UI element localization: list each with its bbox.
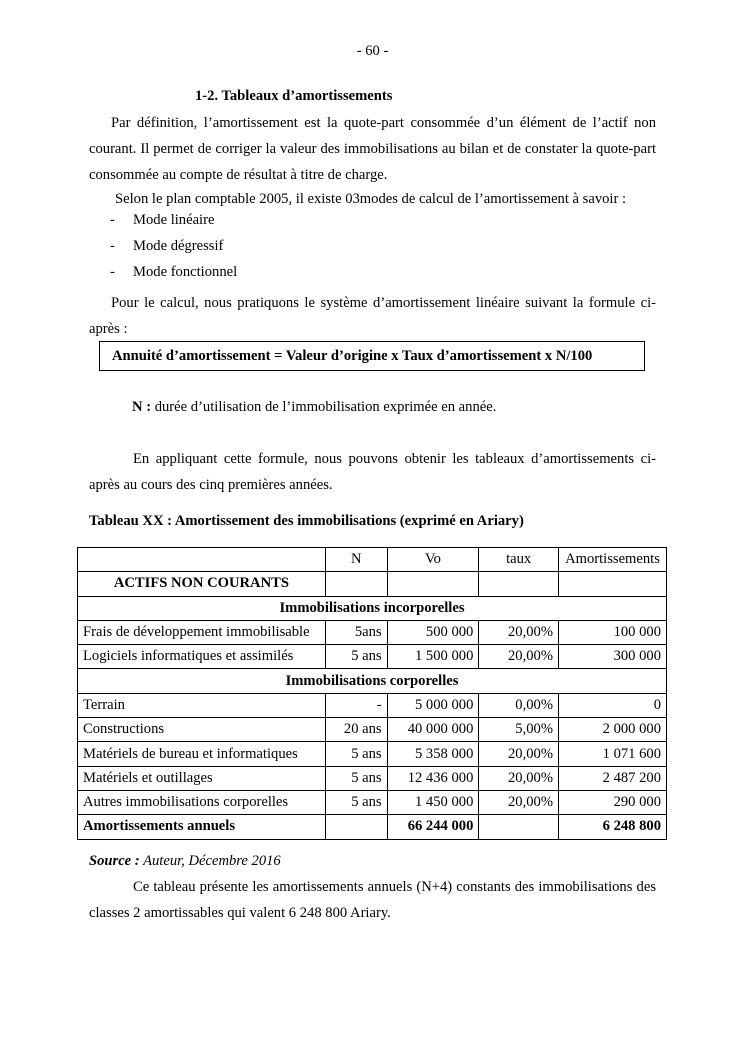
conclusion-paragraph: Ce tableau présente les amortissements annuels (N+4) constants des immobilisations des classes 2 amortissables qui valent 6 248 800 Ariary. [89, 879, 656, 921]
table-source [89, 853, 281, 870]
n-definition-label: N : [132, 399, 152, 415]
row-amort: 290 000 [558, 790, 666, 814]
total-taux [479, 815, 559, 839]
total-row [78, 815, 667, 839]
row-amort: 2 000 000 [558, 718, 666, 742]
header-cell-n: N [325, 548, 387, 572]
row-taux: 20,00% [479, 766, 559, 790]
total-amort: 6 248 800 [558, 815, 666, 839]
table-title: Tableau XX : Amortissement des immobilisations (exprimé en Ariary) [89, 513, 524, 529]
table-row [78, 790, 667, 814]
empty-cell [558, 572, 666, 596]
empty-cell [479, 572, 559, 596]
row-taux: 0,00% [479, 693, 559, 717]
empty-cell [387, 572, 479, 596]
header-cell [78, 548, 326, 572]
row-taux: 20,00% [479, 645, 559, 669]
list-dash: - [110, 264, 115, 280]
row-n: 5 ans [325, 742, 387, 766]
group-title-row [78, 572, 667, 596]
empty-cell [325, 572, 387, 596]
page-number: - 60 - [356, 43, 389, 59]
row-amort: 0 [558, 693, 666, 717]
mode-label: Mode linéaire [133, 212, 215, 228]
row-n: 5 ans [325, 645, 387, 669]
row-amort: 1 071 600 [558, 742, 666, 766]
mode-label: Mode dégressif [133, 238, 224, 254]
amortization-table [77, 547, 667, 840]
row-amort: 100 000 [558, 620, 666, 644]
mode-list-item [110, 238, 223, 255]
definition-paragraph: Par définition, l’amortissement est la quote-part consommée d’un élément de l’actif non courant. Il permet de corriger la valeur des immobilisations au bilan et de constater la quote-part consommée au compte de résultat à titre de charge. [89, 115, 656, 183]
section-title-incorporelles: Immobilisations incorporelles [78, 596, 667, 620]
row-label: Logiciels informatiques et assimilés [78, 645, 326, 669]
row-n: 5ans [325, 620, 387, 644]
row-amort: 300 000 [558, 645, 666, 669]
plan-comptable-paragraph: Selon le plan comptable 2005, il existe 03modes de calcul de l’amortissement à savoir : [115, 191, 627, 207]
n-definition [132, 399, 496, 416]
table-row [78, 693, 667, 717]
row-taux: 20,00% [479, 790, 559, 814]
row-amort: 2 487 200 [558, 766, 666, 790]
row-n: 20 ans [325, 718, 387, 742]
section-row [78, 596, 667, 620]
source-label: Source : [89, 853, 140, 869]
row-taux: 20,00% [479, 620, 559, 644]
total-n [325, 815, 387, 839]
row-label: Matériels de bureau et informatiques [78, 742, 326, 766]
row-n: - [325, 693, 387, 717]
row-label: Autres immobilisations corporelles [78, 790, 326, 814]
header-cell-amortissements: Amortissements [558, 548, 666, 572]
formula-box: Annuité d’amortissement = Valeur d’origine x Taux d’amortissement x N/100 [99, 341, 645, 371]
row-taux: 20,00% [479, 742, 559, 766]
section-row [78, 669, 667, 693]
header-cell-taux: taux [479, 548, 559, 572]
source-text: Auteur, Décembre 2016 [139, 853, 281, 869]
list-dash: - [110, 212, 115, 228]
row-n: 5 ans [325, 790, 387, 814]
mode-list-item [110, 264, 237, 281]
section-title-corporelles: Immobilisations corporelles [78, 669, 667, 693]
total-label: Amortissements annuels [78, 815, 326, 839]
row-label: Frais de développement immobilisable [78, 620, 326, 644]
mode-list-item [110, 212, 214, 229]
row-vo: 5 000 000 [387, 693, 479, 717]
row-taux: 5,00% [479, 718, 559, 742]
row-vo: 500 000 [387, 620, 479, 644]
row-vo: 1 450 000 [387, 790, 479, 814]
row-label: Constructions [78, 718, 326, 742]
table-row [78, 645, 667, 669]
group-title: ACTIFS NON COURANTS [78, 572, 326, 596]
row-vo: 1 500 000 [387, 645, 479, 669]
n-definition-text: durée d’utilisation de l’immobilisation exprimée en année. [151, 399, 497, 415]
calcul-intro-paragraph: Pour le calcul, nous pratiquons le système d’amortissement linéaire suivant la formule ci-après : [89, 295, 656, 337]
row-vo: 12 436 000 [387, 766, 479, 790]
section-heading: 1-2. Tableaux d’amortissements [195, 88, 393, 104]
table-header-row [78, 548, 667, 572]
list-dash: - [110, 238, 115, 254]
table-row [78, 620, 667, 644]
row-label: Terrain [78, 693, 326, 717]
mode-label: Mode fonctionnel [133, 264, 238, 280]
table-row [78, 766, 667, 790]
table-row [78, 742, 667, 766]
header-cell-vo: Vo [387, 548, 479, 572]
row-n: 5 ans [325, 766, 387, 790]
row-vo: 5 358 000 [387, 742, 479, 766]
application-paragraph: En appliquant cette formule, nous pouvons obtenir les tableaux d’amortissements ci-après au cours des cinq premières années. [89, 451, 656, 493]
row-vo: 40 000 000 [387, 718, 479, 742]
row-label: Matériels et outillages [78, 766, 326, 790]
total-vo: 66 244 000 [387, 815, 479, 839]
table-row [78, 718, 667, 742]
